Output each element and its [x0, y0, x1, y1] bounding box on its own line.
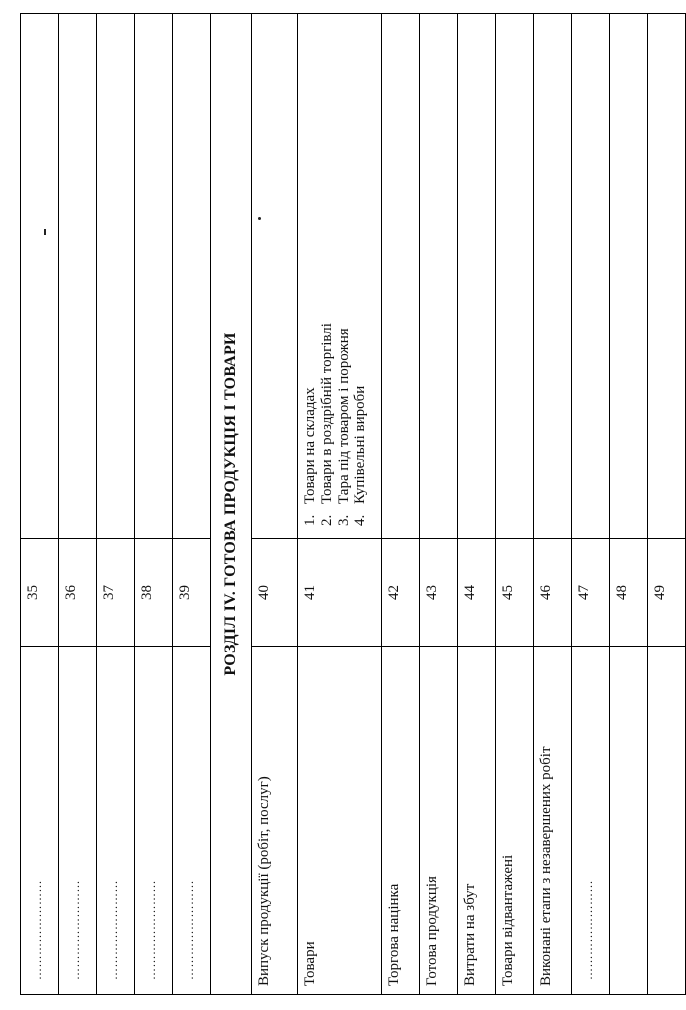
table-row: [648, 14, 686, 995]
subaccount-list: [302, 22, 369, 530]
list-item-text: Товари в роздрібній торгівлі: [318, 323, 335, 504]
empty-cell: [173, 14, 211, 539]
empty-cell: [135, 14, 173, 539]
account-name-cell: [610, 647, 648, 995]
empty-cell: [420, 14, 458, 539]
list-item-text: Купівельні вироби: [352, 385, 369, 504]
scan-speck: [44, 229, 46, 235]
empty-cell: [458, 14, 496, 539]
section-title: РОЗДІЛ IV. ГОТОВА ПРОДУКЦІЯ І ТОВАРИ: [211, 14, 252, 995]
list-item-number: 2.: [318, 514, 335, 526]
account-name-cell: [173, 647, 211, 995]
empty-cell: [648, 14, 686, 539]
table-row: [420, 14, 458, 995]
dotted-placeholder: ……………………: [68, 880, 82, 980]
account-code-cell: 40: [252, 539, 298, 647]
account-name-cell: Готова продукція: [420, 647, 458, 995]
dotted-placeholder: ……………………: [182, 880, 196, 980]
table-row: [59, 14, 97, 995]
list-item-number: 3.: [335, 514, 352, 526]
list-item-text: Товари на складах: [302, 387, 318, 504]
chart-of-accounts-table: [20, 13, 686, 995]
list-item-number: 1.: [302, 514, 318, 526]
table-row: [382, 14, 420, 995]
account-name-cell: Товари: [298, 647, 382, 995]
account-name-cell: Витрати на збут: [458, 647, 496, 995]
table-row: [496, 14, 534, 995]
account-code-cell: 42: [382, 539, 420, 647]
account-code-cell: 37: [97, 539, 135, 647]
empty-cell: [21, 14, 59, 539]
account-name-cell: Торгова націнка: [382, 647, 420, 995]
table-row: [135, 14, 173, 995]
list-item: [335, 22, 353, 526]
dotted-placeholder: ……………………: [106, 880, 120, 980]
list-item: [352, 22, 369, 526]
account-code-cell: 41: [298, 539, 382, 647]
account-code-cell: 45: [496, 539, 534, 647]
account-name-cell: [648, 647, 686, 995]
empty-cell: [97, 14, 135, 539]
account-name-cell: Виконані етапи з незавершених робіт: [534, 647, 572, 995]
list-item: [302, 22, 319, 526]
table-row: [610, 14, 648, 995]
account-code-cell: 36: [59, 539, 97, 647]
account-name-cell: Товари відвантажені: [496, 647, 534, 995]
empty-cell: [59, 14, 97, 539]
dotted-placeholder: ……………………: [144, 880, 158, 980]
empty-cell: [534, 14, 572, 539]
account-code-cell: 39: [173, 539, 211, 647]
account-code-cell: 48: [610, 539, 648, 647]
account-name-cell: [21, 647, 59, 995]
account-name-cell: [59, 647, 97, 995]
account-code-cell: 46: [534, 539, 572, 647]
dotted-placeholder: ……………………: [30, 880, 44, 980]
section-header-row: [211, 14, 252, 995]
account-name-cell: [97, 647, 135, 995]
table-row: [97, 14, 135, 995]
account-name-cell: Випуск продукції (робіт, послуг): [252, 647, 298, 995]
account-code-cell: 35: [21, 539, 59, 647]
account-name-cell: [135, 647, 173, 995]
empty-cell: [572, 14, 610, 539]
table-row: [252, 14, 298, 995]
scan-speck: [258, 217, 261, 220]
table-row: [21, 14, 59, 995]
list-item-text: Тара під товаром і порожня: [335, 328, 352, 504]
account-name-cell: [572, 647, 610, 995]
account-code-cell: 47: [572, 539, 610, 647]
empty-cell: [252, 14, 298, 539]
list-item-number: 4.: [352, 514, 369, 526]
table-row: [572, 14, 610, 995]
account-code-cell: 44: [458, 539, 496, 647]
table-row: [173, 14, 211, 995]
empty-cell: [496, 14, 534, 539]
empty-cell: [610, 14, 648, 539]
account-code-cell: 43: [420, 539, 458, 647]
table-row: [458, 14, 496, 995]
table-row: [534, 14, 572, 995]
table-row: [298, 14, 382, 995]
dotted-placeholder: ……………………: [581, 880, 595, 980]
account-code-cell: 49: [648, 539, 686, 647]
list-item: [318, 22, 336, 526]
empty-cell: [382, 14, 420, 539]
subaccount-list-cell: [298, 14, 382, 539]
account-code-cell: 38: [135, 539, 173, 647]
